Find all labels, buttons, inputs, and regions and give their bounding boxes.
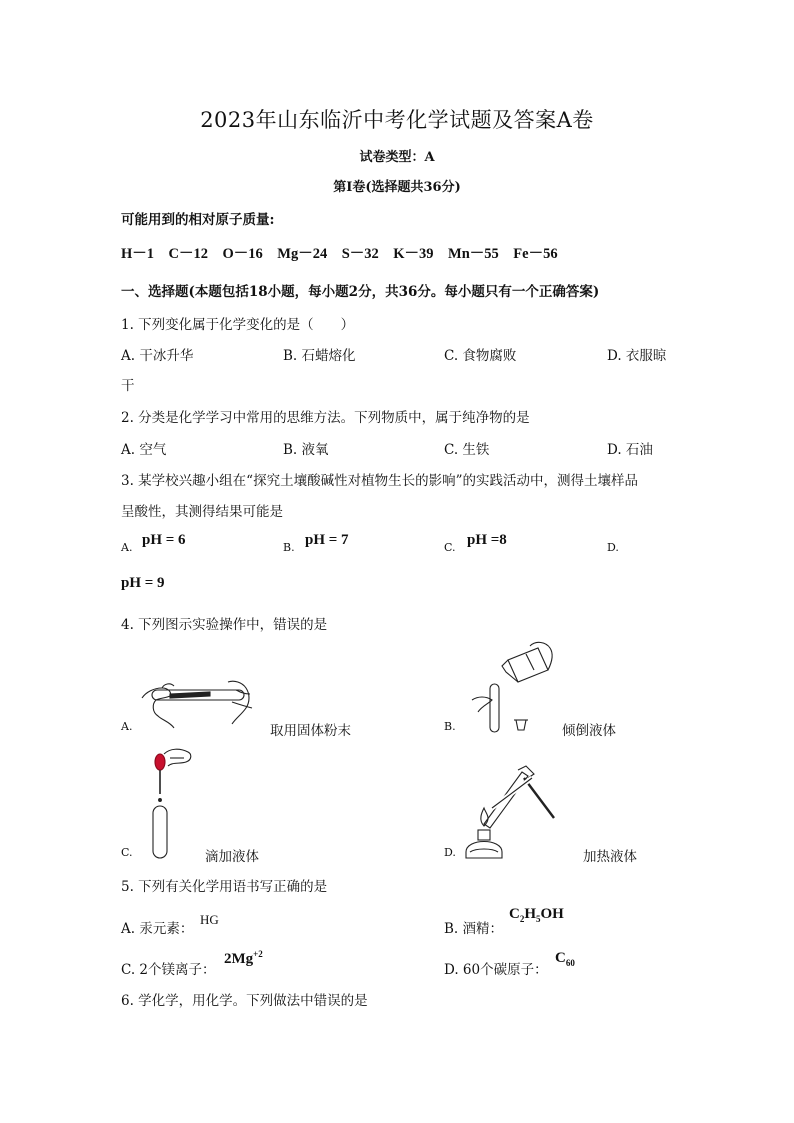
q2-option-d: D. 石油	[607, 442, 653, 458]
section-heading: 一、选择题(本题包括18小题，每小题2分，共36分。每小题只有一个正确答案)	[121, 284, 600, 300]
q4-option-a-letter: A.	[121, 720, 133, 733]
figure-d-heating-liquid	[462, 764, 562, 864]
q1-option-c: C. 食物腐败	[444, 348, 517, 364]
q5-option-c-label: C. 2个镁离子：	[121, 962, 216, 978]
q1-option-a: A. 干冰升华	[121, 348, 194, 364]
q3-option-d-value: pH = 9	[121, 575, 165, 591]
q5-formula-a: HG	[200, 912, 219, 927]
q2-option-b: B. 液氧	[283, 442, 329, 458]
q2-option-c: C. 生铁	[444, 442, 490, 458]
q5-formula-c: $2Mg^{+2}$	[224, 949, 263, 967]
q2-option-a: A. 空气	[121, 442, 167, 458]
q4-caption-d: 加热液体	[583, 849, 637, 865]
q2-stem: 2. 分类是化学学习中常用的思维方法。下列物质中，属于纯净物的是	[121, 410, 530, 426]
q1-stem: 1. 下列变化属于化学变化的是（ ）	[121, 317, 355, 333]
q6-stem: 6. 学化学，用化学。下列做法中错误的是	[121, 993, 368, 1009]
q5-stem: 5. 下列有关化学用语书写正确的是	[121, 879, 328, 895]
q3-option-c-letter: C.	[444, 541, 456, 554]
volume-heading: 第Ⅰ卷(选择题共36分)	[333, 180, 461, 195]
q4-caption-b: 倾倒液体	[562, 723, 616, 739]
q4-caption-c: 滴加液体	[205, 849, 259, 865]
q4-stem: 4. 下列图示实验操作中，错误的是	[121, 617, 328, 633]
page-title: 2023年山东临沂中考化学试题及答案A卷	[200, 108, 594, 132]
q4-caption-a: 取用固体粉末	[270, 723, 351, 739]
figure-c-dropping-liquid	[140, 744, 200, 862]
q4-option-b-letter: B.	[444, 720, 456, 733]
figure-b-pouring-liquid	[468, 640, 558, 736]
q4-option-d-letter: D.	[444, 846, 456, 859]
q3-option-b-value: pH = 7	[305, 532, 349, 548]
q3-option-b-letter: B.	[283, 541, 295, 554]
q3-stem-line2: 呈酸性，其测得结果可能是	[121, 504, 283, 520]
q3-option-c-value: pH =8	[467, 532, 507, 548]
atomic-masses: H－1 C－12 O－16 Mg－24 S－32 K－39 Mn－55 Fe－56	[121, 246, 558, 262]
q5-formula-d: $C_{60}$	[555, 950, 575, 968]
q3-option-d-letter: D.	[607, 541, 619, 554]
q5-formula-b: $C_2H_5OH$	[509, 906, 564, 924]
q5-option-a-label: A. 汞元素：	[121, 921, 194, 937]
q4-option-c-letter: C.	[121, 846, 133, 859]
atomic-mass-label: 可能用到的相对原子质量:	[121, 212, 275, 228]
q5-option-d-label: D. 60个碳原子：	[444, 962, 548, 978]
q1-option-b: B. 石蜡熔化	[283, 348, 356, 364]
paper-type: 试卷类型：A	[359, 150, 435, 165]
q5-option-b-label: B. 酒精：	[444, 921, 504, 937]
figure-a-solid-powder	[140, 668, 260, 734]
q3-option-a-letter: A.	[121, 541, 133, 554]
q3-stem-line1: 3. 某学校兴趣小组在“探究土壤酸碱性对植物生长的影响”的实践活动中，测得土壤样品	[121, 473, 638, 489]
q1-option-d-wrap: 干	[121, 378, 135, 394]
q3-option-a-value: pH = 6	[142, 532, 186, 548]
q1-option-d: D. 衣服晾	[607, 348, 667, 364]
